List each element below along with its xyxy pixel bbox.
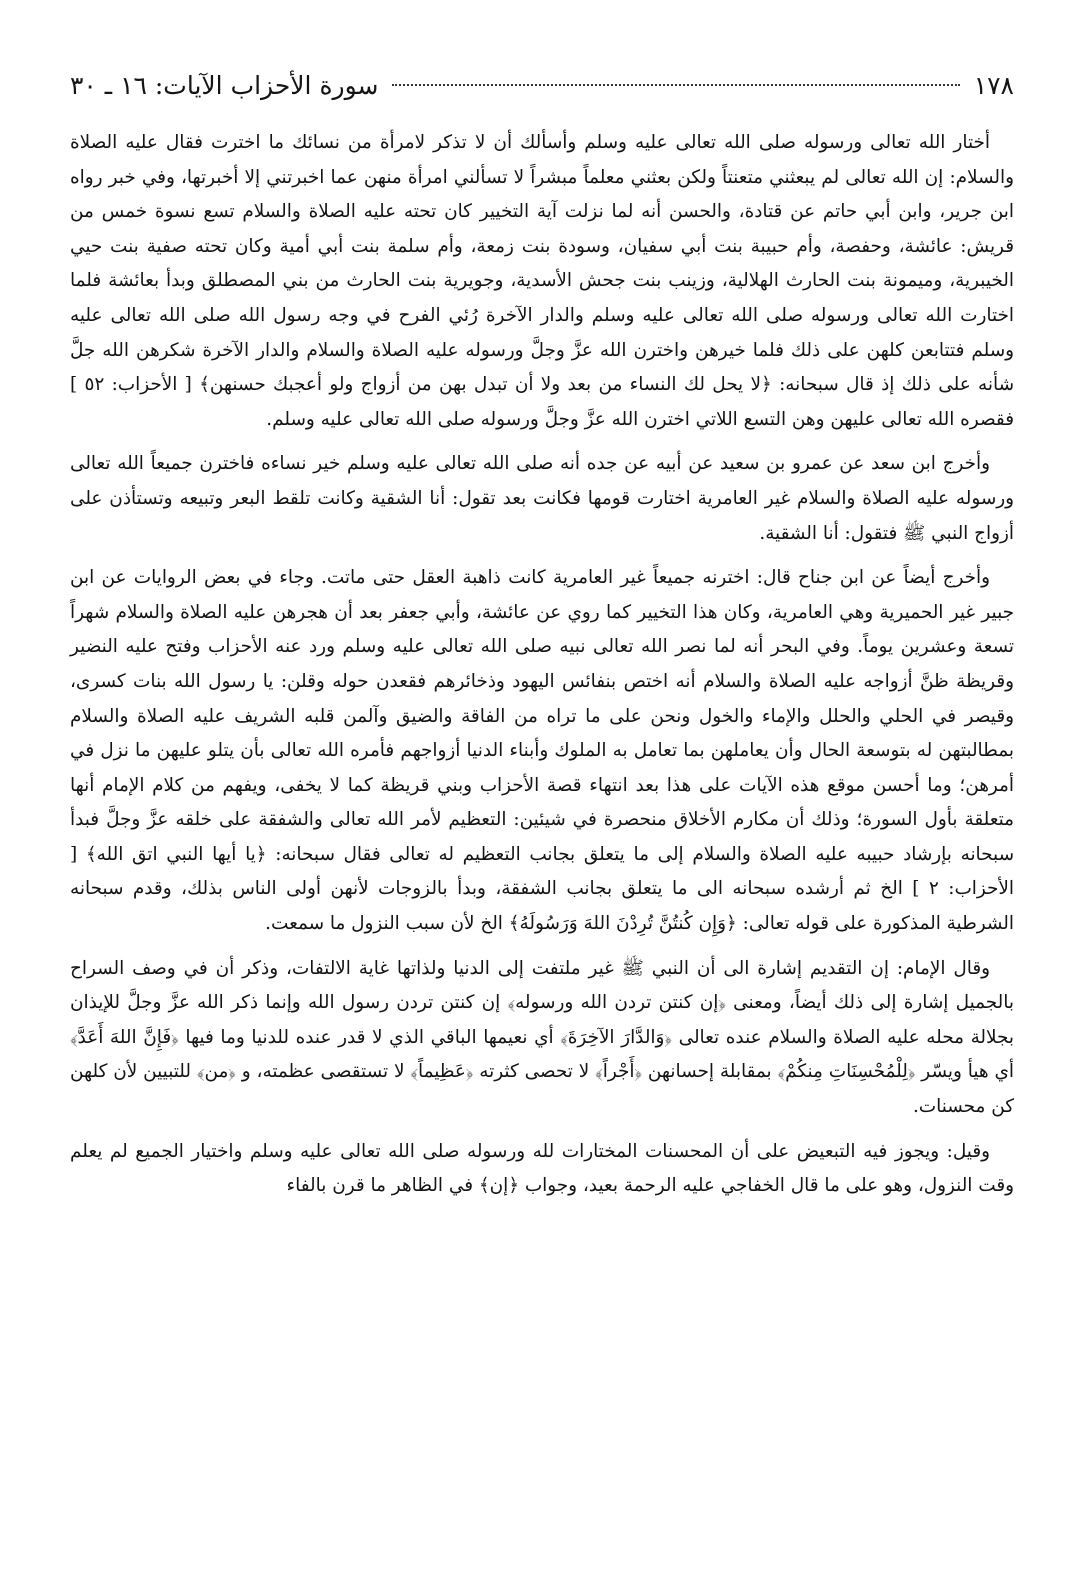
paragraph-3: وأخرج أيضاً عن ابن جناح قال: اخترنه جميعاً غير العامرية كانت ذاهبة العقل حتى ماتت. وجاء في بعض الروايات عن ابن جبير غير الحميرية وهي العامرية، وكان هذا التخيير كما روي عن عائشة، وأبي جعفر بعد أن هجرهن عليه الصلاة والسلام شهراً تسعة وعشرين يوماً. وفي البحر أنه لما نصر الله تعالى نبيه صلى الله تعالى عليه وسلم ورد عنه الأحزاب وفتح عليه النضير وقريظة ظنَّ أزواجه عليه الصلاة والسلام أنه اختص بنفائس اليهود وذخائرهم فقعدن حوله وقلن: يا رسول الله بنات كسرى، وقيصر في الحلي والحلل والإماء والخول ونحن على ما تراه من الفاقة والضيق وآلمن قلبه الشريف عليه الصلاة والسلام بمطالبتهن له بتوسعة الحال وأن يعاملهن بما تعامل به الملوك وأبناء الدنيا أزواجهم فأمره الله تعالى بأن يتلو عليهن ما نزل في أمرهن؛ وما أحسن موقع هذه الآيات على هذا بعد انتهاء قصة الأحزاب وبني قريظة كما لا يخفى، ويفهم من كلام الإمام أنها متعلقة بأول السورة؛ وذلك أن مكارم الأخلاق منحصرة في شيئين: التعظيم لأمر الله تعالى والشفقة على خلقه عزَّ وجلَّ فبدأ سبحانه بإرشاد حبيبه عليه الصلاة والسلام إلى ما يتعلق بجانب التعظيم له تعالى فقال سبحانه: ﴿يا أيها النبي اتق الله﴾ [ الأحزاب: ٢ ] الخ ثم أرشده سبحانه الى ما يتعلق بجانب الشفقة، وبدأ بالزوجات لأنهن أولى الناس بذلك، وقدم سبحانه الشرطية المذكورة على قوله تعالى: ﴿وَإِن كُنتُنَّ تُرِدْنَ اللهَ وَرَسُولَهُ﴾ الخ لأن سبب النزول ما سمعت.: [70, 567, 1015, 935]
paragraph-1: أختار الله تعالى ورسوله صلى الله تعالى عليه وسلم وأسألك أن لا تذكر لامرأة من نسائك ما اخترت فقال عليه الصلاة والسلام: إن الله تعالى لم يبعثني متعنتاً ولكن بعثني معلماً مبشراً لا تسألني امرأة منهن عما اخبرتني إلا أخبرتها، وفي خبر رواه ابن جرير، وابن أبي حاتم عن قتادة، والحسن أنه لما نزلت آية التخيير كان تحته عليه الصلاة والسلام تسع نسوة خمس من قريش: عائشة، وحفصة، وأم حبيبة بنت أبي سفيان، وسودة بنت زمعة، وأم سلمة بنت أبي أمية وكان تحته صفية بنت حيي الخيبرية، وميمونة بنت الحارث الهلالية، وزينب بنت جحش الأسدية، وجويرية بنت الحارث من بني المصطلق وبدأ بعائشة فلما اختارت الله تعالى ورسوله صلى الله تعالى عليه وسلم والدار الآخرة رُئي الفرح في وجه رسول الله صلى الله تعالى عليه وسلم فتتابعن كلهن على ذلك فلما خيرهن واخترن الله عزَّ وجلَّ ورسوله عليه الصلاة والسلام والدار الآخرة شكرهن الله جلَّ شأنه على ذلك إذ قال سبحانه: ﴿لا يحل لك النساء من بعد ولا أن تبدل بهن من أزواج ولو أعجبك حسنهن﴾ [ الأحزاب: ٥٢ ] فقصره الله تعالى عليهن وهن التسع اللاتي اخترن الله عزَّ وجلَّ ورسوله صلى الله تعالى عليه وسلم.: [70, 132, 1014, 430]
paragraph-2: وأخرج ابن سعد عن عمرو بن سعيد عن أبيه عن جده أنه صلى الله تعالى عليه وسلم خير نساءه فاخترن جميعاً الله تعالى ورسوله عليه الصلاة والسلام غير العامرية اختارت قومها فكانت بعد تقول: أنا الشقية وكانت تلقط البعر وتبيعه وتستأذن على أزواج النبي ﷺ فتقول: أنا الشقية.: [70, 453, 1014, 544]
page-number: ١٧٨: [973, 71, 1014, 100]
paragraph-4: وقال الإمام: إن التقديم إشارة الى أن النبي ﷺ غير ملتفت إلى الدنيا ولذاتها غاية الالتفات، وذكر أن في وصف السراح بالجميل إشارة إلى ذلك أيضاً، ومعنى ﴿إن كنتن تردن الله ورسوله﴾ إن كنتن تردن رسول الله وإنما ذكر الله عزَّ وجلَّ للإيذان بجلالة محله عليه الصلاة والسلام عنده تعالى ﴿وَالدَّارَ الآخِرَةَ﴾ أي نعيمها الباقي الذي لا قدر عنده للدنيا وما فيها ﴿فَإِنَّ اللهَ أَعَدَّ﴾ أي هيأ ويسّر ﴿لِلْمُحْسِنَاتِ مِنكُمْ﴾ بمقابلة إحسانهن ﴿أَجْراً﴾ لا تحصى كثرته ﴿عَظِيماً﴾ لا تستقصى عظمته، و ﴿من﴾ للتبيين لأن كلهن كن محسنات.: [70, 957, 1014, 1118]
header-dotted-leader: [392, 84, 959, 86]
surah-title: سورة الأحزاب الآيات: ١٦ ـ ٣٠: [70, 71, 379, 100]
page-body: [70, 126, 1014, 1204]
book-page: [70, 66, 1014, 1214]
paragraph-5: وقيل: ويجوز فيه التبعيض على أن المحسنات المختارات لله ورسوله صلى الله تعالى عليه وسلم واختيار الجميع لم يعلم وقت النزول، وهو على ما قال الخفاجي عليه الرحمة بعيد، وجواب ﴿إن﴾ في الظاهر ما قرن بالفاء: [70, 1140, 1014, 1197]
page-header: [70, 66, 1014, 106]
